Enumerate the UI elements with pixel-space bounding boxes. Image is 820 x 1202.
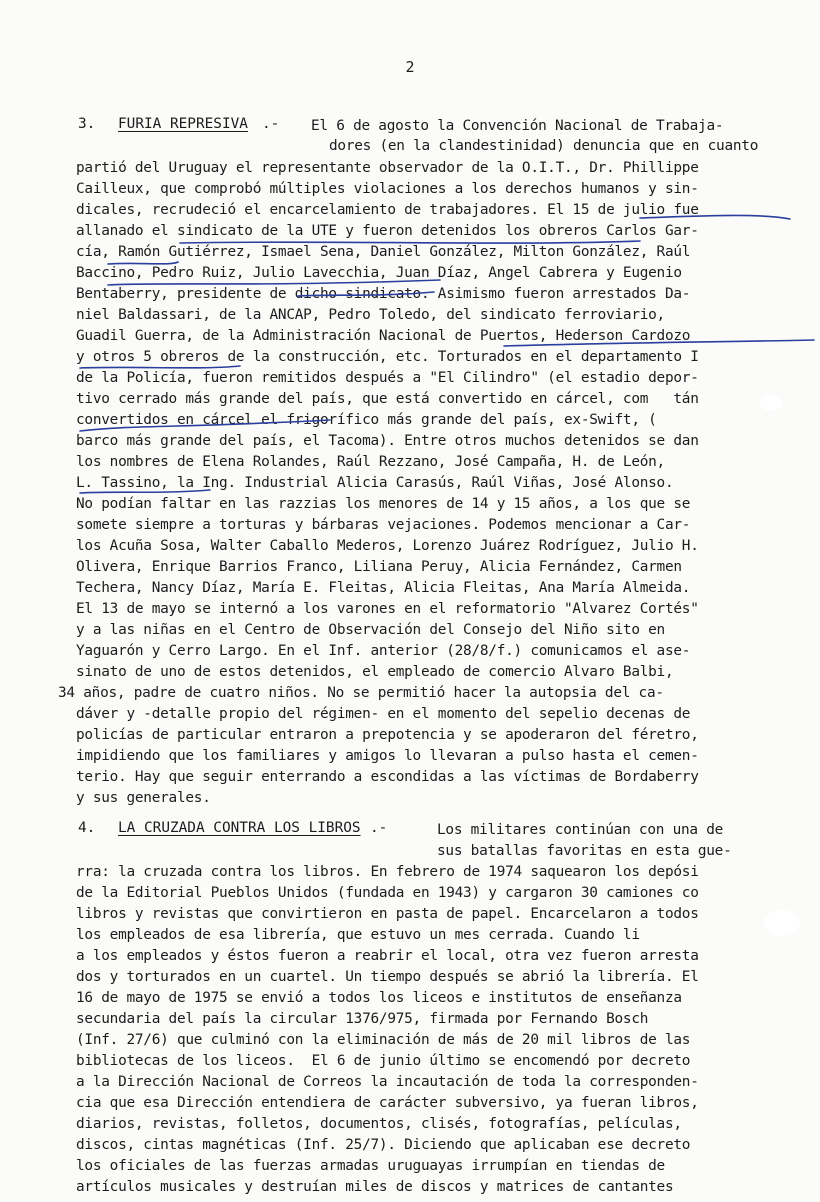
- text-line: los nombres de Elena Rolandes, Raúl Rezzano, José Campaña, H. de León,: [76, 454, 665, 470]
- text-line: dos y torturados en un cuartel. Un tiempo después se abrió la librería. El: [76, 969, 699, 985]
- section-title-suffix: .-: [370, 820, 388, 836]
- text-line: 16 de mayo de 1975 se envió a todos los liceos e institutos de enseñanza: [76, 990, 682, 1006]
- text-line: artículos musicales y destruían miles de discos y matrices de cantantes: [76, 1179, 674, 1195]
- text-line: Guadil Guerra, de la Administración Nacional de Puertos, Hederson Cardozo: [76, 328, 691, 344]
- text-line: Yaguarón y Cerro Largo. En el Inf. anterior (28/8/f.) comunicamos el ase-: [76, 643, 691, 659]
- text-line: y a las niñas en el Centro de Observación del Consejo del Niño sito en: [76, 622, 665, 638]
- text-line: de la Policía, fueron remitidos después a "El Cilindro" (el estadio depor-: [76, 370, 699, 386]
- text-line: Baccino, Pedro Ruiz, Julio Lavecchia, Juan Díaz, Angel Cabrera y Eugenio: [76, 265, 682, 281]
- text-line: terio. Hay que seguir enterrando a escondidas a las víctimas de Bordaberry: [76, 769, 699, 785]
- text-line: dicales, recrudeció el encarcelamiento de trabajadores. El 15 de julio fue: [76, 202, 699, 218]
- text-line: sus batallas favoritas en esta gue-: [437, 843, 732, 859]
- text-line: niel Baldassari, de la ANCAP, Pedro Toledo, del sindicato ferroviario,: [76, 307, 665, 323]
- text-line: impidiendo que los familiares y amigos lo llevaran a pulso hasta el cemen-: [76, 748, 699, 764]
- text-line: No podían faltar en las razzias los menores de 14 y 15 años, a los que se: [76, 496, 691, 512]
- text-line: convertidos en cárcel el frigorífico más grande del país, ex-Swift, (: [76, 412, 657, 428]
- text-line: policías de particular entraron a prepotencia y se apoderaron del féretro,: [76, 727, 699, 743]
- text-line: los empleados de esa librería, que estuvo un mes cerrada. Cuando li: [76, 927, 640, 943]
- section-title-suffix: .-: [262, 116, 280, 132]
- text-line: partió del Uruguay el representante observador de la O.I.T., Dr. Phillippe: [76, 160, 699, 176]
- text-line: somete siempre a torturas y bárbaras vejaciones. Podemos mencionar a Car-: [76, 517, 691, 533]
- text-line: Techera, Nancy Díaz, María E. Fleitas, Alicia Fleitas, Ana María Almeida.: [76, 580, 691, 596]
- text-line: Olivera, Enrique Barrios Franco, Liliana Peruy, Alicia Fernández, Carmen: [76, 559, 682, 575]
- text-line: dáver y -detalle propio del régimen- en el momento del sepelio decenas de: [76, 706, 691, 722]
- text-line: allanado el sindicato de la UTE y fueron detenidos los obreros Carlos Gar-: [76, 223, 699, 239]
- text-line: y otros 5 obreros de la construcción, etc. Torturados en el departamento I: [76, 349, 699, 365]
- section-number: 4.: [78, 820, 96, 836]
- text-line: diarios, revistas, folletos, documentos, clisés, fotografías, películas,: [76, 1116, 682, 1132]
- text-line: 34 años, padre de cuatro niños. No se permitió hacer la autopsia del ca-: [58, 685, 664, 701]
- section-number: 3.: [78, 116, 96, 132]
- text-line: L. Tassino, la Ing. Industrial Alicia Carasús, Raúl Viñas, José Alonso.: [76, 475, 674, 491]
- text-line: discos, cintas magnéticas (Inf. 25/7). Diciendo que aplicaban ese decreto: [76, 1137, 691, 1153]
- text-line: (Inf. 27/6) que culminó con la eliminación de más de 20 mil libros de las: [76, 1032, 691, 1048]
- text-line: El 13 de mayo se internó a los varones en el reformatorio "Alvarez Cortés": [76, 601, 699, 617]
- text-line: cia que esa Dirección entendiera de carácter subversivo, ya fueran libros,: [76, 1095, 699, 1111]
- text-line: Cailleux, que comprobó múltiples violaciones a los derechos humanos y sin-: [76, 181, 699, 197]
- punch-hole: [764, 910, 800, 936]
- page-number: 2: [405, 58, 415, 76]
- text-line: los Acuña Sosa, Walter Caballo Mederos, Lorenzo Juárez Rodríguez, Julio H.: [76, 538, 699, 554]
- text-line: bibliotecas de los liceos. El 6 de junio último se encomendó por decreto: [76, 1053, 691, 1069]
- text-line: los oficiales de las fuerzas armadas uruguayas irrumpían en tiendas de: [76, 1158, 665, 1174]
- punch-hole: [760, 395, 782, 411]
- text-line: barco más grande del país, el Tacoma). Entre otros muchos detenidos se dan: [76, 433, 699, 449]
- text-line: El 6 de agosto la Convención Nacional de Trabaja-: [311, 118, 724, 134]
- text-line: y sus generales.: [76, 790, 211, 806]
- text-line: Los militares continúan con una de: [437, 822, 724, 838]
- text-line: cía, Ramón Gutiérrez, Ismael Sena, Daniel González, Milton González, Raúl: [76, 244, 691, 260]
- text-line: sinato de uno de estos detenidos, el empleado de comercio Alvaro Balbi,: [76, 664, 674, 680]
- text-line: a los empleados y éstos fueron a reabrir el local, otra vez fueron arresta: [76, 948, 699, 964]
- section-title: LA CRUZADA CONTRA LOS LIBROS: [118, 820, 361, 836]
- text-line: a la Dirección Nacional de Correos la incautación de toda la corresponden-: [76, 1074, 699, 1090]
- text-line: rra: la cruzada contra los libros. En febrero de 1974 saquearon los depósi: [76, 864, 699, 880]
- text-line: Bentaberry, presidente de dicho sindicato. Asimismo fueron arrestados Da-: [76, 286, 691, 302]
- text-line: libros y revistas que convirtieron en pasta de papel. Encarcelaron a todos: [76, 906, 699, 922]
- text-line: de la Editorial Pueblos Unidos (fundada en 1943) y cargaron 30 camiones co: [76, 885, 699, 901]
- text-line: dores (en la clandestinidad) denuncia que en cuanto: [329, 138, 759, 154]
- section-title: FURIA REPRESIVA: [118, 116, 248, 132]
- text-line: tivo cerrado más grande del país, que está convertido en cárcel, com tán: [76, 391, 699, 407]
- text-line: secundaria del país la circular 1376/975, firmada por Fernando Bosch: [76, 1011, 649, 1027]
